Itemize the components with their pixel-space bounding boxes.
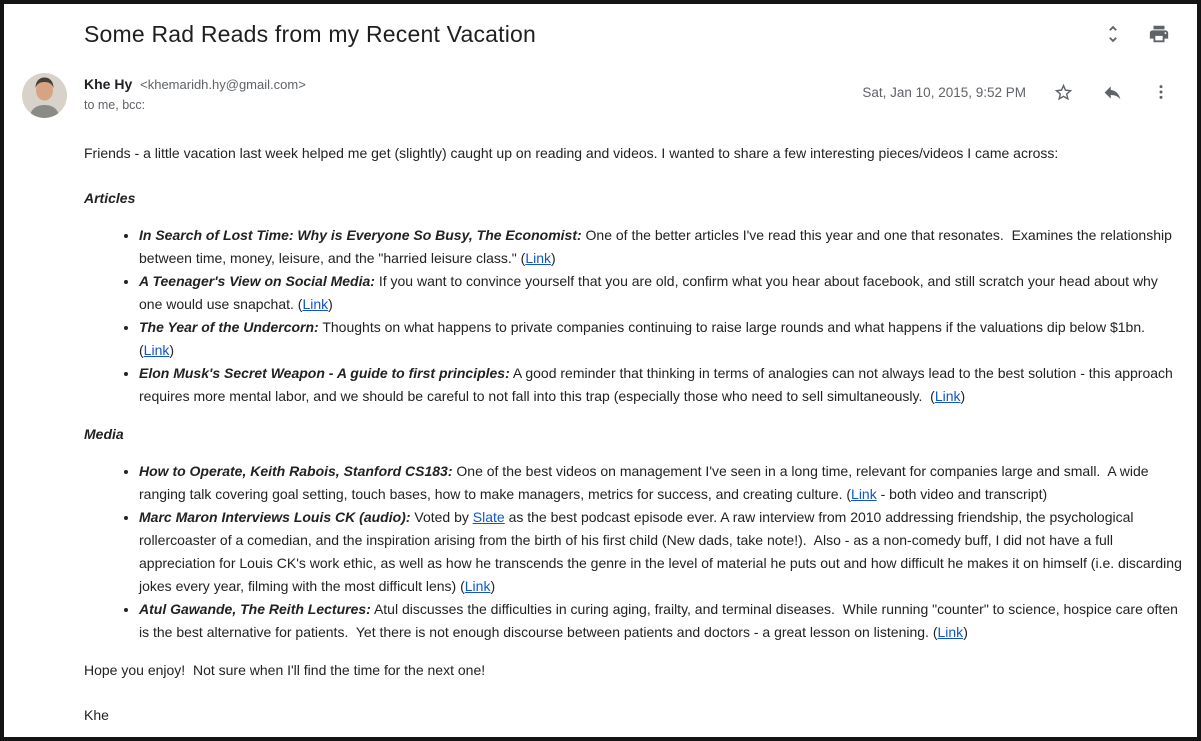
item-lead: Atul Gawande, The Reith Lectures: [139, 601, 371, 617]
item-text: Voted by [410, 509, 473, 525]
message-meta [862, 73, 1173, 104]
item-lead: How to Operate, Keith Rabois, Stanford CS183: [139, 463, 453, 479]
closing-paragraph: Hope you enjoy! Not sure when I'll find the time for the next one! [84, 662, 486, 678]
item-text: One of the better articles I've read this year and one that resonates. Examines the relationship between time, money, leisure, and the "harried leisure class." ( [139, 227, 1176, 266]
recipients-summary[interactable]: to me, bcc: [84, 98, 146, 112]
print-icon[interactable] [1147, 22, 1171, 46]
unfold-more-icon[interactable] [1101, 22, 1125, 46]
signature: Khe [84, 707, 109, 723]
item-link[interactable]: Link [143, 342, 170, 358]
message-date: Sat, Jan 10, 2015, 9:52 PM [862, 84, 1026, 100]
section-heading-articles: Articles [84, 190, 136, 206]
list-item [139, 224, 1183, 270]
email-subject: Some Rad Reads from my Recent Vacation [84, 21, 537, 47]
item-lead: In Search of Lost Time: Why is Everyone So Busy, The Economist: [139, 227, 582, 243]
media-list [84, 460, 1186, 644]
sender-row [4, 73, 1197, 118]
item-lead: The Year of the Undercorn: [139, 319, 319, 335]
item-link[interactable]: Slate [472, 509, 505, 525]
sender-email: <khemaridh.hy@gmail.com> [140, 77, 306, 92]
thread-toolbar [1101, 19, 1171, 46]
item-text: Atul discusses the difficulties in curing aging, frailty, and terminal diseases. While running "counter" to science, hospice care often is the best alternative for patients. Yet there is not enough discourse between patients and doctors - a great lesson on listening. ( [139, 601, 1182, 640]
item-link[interactable]: Link [464, 578, 491, 594]
item-link[interactable]: Link [302, 296, 329, 312]
item-lead: Elon Musk's Secret Weapon - A guide to first principles: [139, 365, 510, 381]
articles-list [84, 224, 1183, 408]
sender-name: Khe Hy [84, 76, 133, 92]
item-text: - both video and transcript) [876, 486, 1048, 502]
email-body [4, 118, 1197, 727]
section-heading-media: Media [84, 426, 124, 442]
item-text: ) [328, 296, 333, 312]
item-link[interactable]: Link [937, 624, 964, 640]
item-text: A good reminder that thinking in terms of analogies can not always lead to the best solution - this approach requires more mental labor, and we should be careful to not fall into this trap (especially those who need to sell simultaneously. ( [139, 365, 1177, 404]
item-text: ) [551, 250, 556, 266]
avatar[interactable] [22, 73, 67, 118]
list-item [139, 598, 1183, 644]
item-text: One of the best videos on management I've seen in a long time, relevant for companies large and small. A wide ranging talk covering goal setting, touch bases, how to make managers, metrics for success, and creating culture. ( [139, 463, 1153, 502]
intro-paragraph: Friends - a little vacation last week helped me get (slightly) caught up on reading and videos. I wanted to share a few interesting pieces/videos I came across: [84, 145, 1059, 161]
list-item [139, 316, 1183, 362]
list-item [139, 460, 1183, 506]
list-item [139, 270, 1183, 316]
item-link[interactable]: Link [525, 250, 551, 266]
item-text: ) [960, 388, 966, 404]
sender-info [84, 73, 862, 112]
item-text: as the best podcast episode ever. A raw interview from 2010 addressing friendship, the psychological rollercoaster of a comedian, and the inspiration arising from the birth of his first child (New dads, take note!). Also - as a non-comedy buff, I did not have a full appreciation for Louis CK's work ethic, as well as how he transcends the genre in the level of material he puts out and how difficult he makes it on himself (i.e. discarding jokes every year, filming with the most difficult lens) ( [139, 509, 1186, 594]
item-text: ) [169, 342, 175, 358]
item-text: ) [963, 624, 968, 640]
subject-row [4, 4, 1197, 49]
star-outline-icon[interactable] [1051, 80, 1075, 104]
item-text: If you want to convince yourself that you are old, confirm what you hear about facebook, and still scratch your head about why one would use snapchat. ( [139, 273, 1162, 312]
list-item [139, 506, 1186, 598]
more-vert-icon[interactable] [1149, 80, 1173, 104]
item-link[interactable]: Link [851, 486, 877, 502]
list-item [139, 362, 1183, 408]
item-text: Thoughts on what happens to private companies continuing to raise large rounds and what happens if the valuations dip below $1bn. ( [139, 319, 1149, 358]
item-lead: Marc Maron Interviews Louis CK (audio): [139, 509, 411, 525]
item-link[interactable]: Link [934, 388, 961, 404]
item-text: ) [490, 578, 496, 594]
reply-arrow-icon[interactable] [1100, 80, 1124, 104]
item-lead: A Teenager's View on Social Media: [139, 273, 375, 289]
